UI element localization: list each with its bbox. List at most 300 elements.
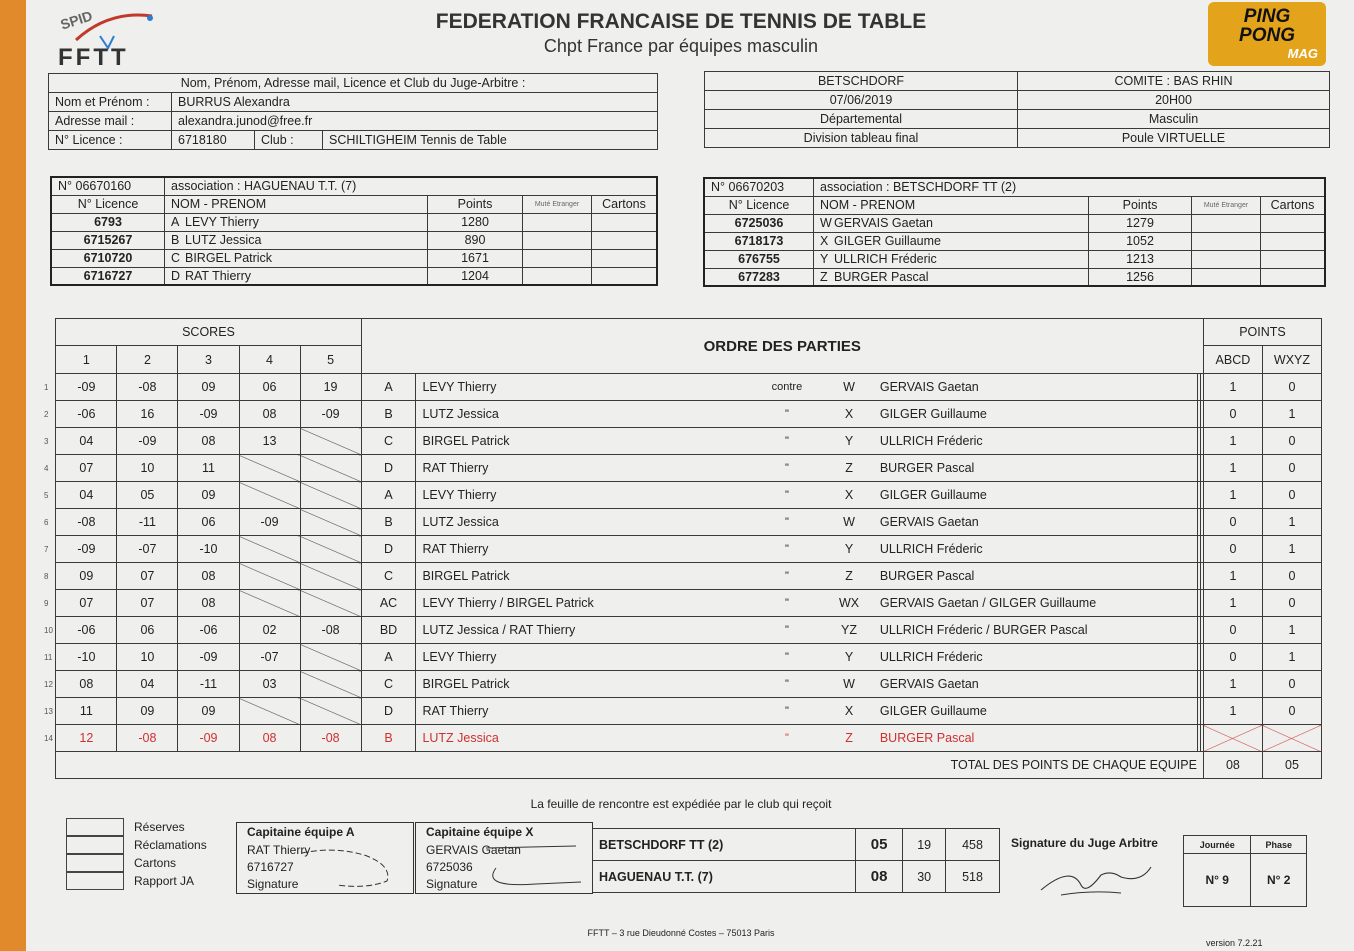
team-a-players: LEVY Thierry [416,482,750,509]
team-b-players: ULLRICH Fréderic / BURGER Pascal [874,617,1197,644]
team-a-player-cards [592,249,658,267]
team-b-player-row [704,250,1325,268]
game-row [42,509,1322,536]
team-a-letters: BD [361,617,416,644]
game-number: 5 [44,490,49,500]
team-a-player-row [51,213,657,231]
game-row [42,644,1322,671]
game-point-a: 1 [1203,374,1262,401]
team-b-col-licence: N° Licence [704,196,814,214]
team-b-player-licence: 6718173 [704,232,814,250]
team-a-player-mute [523,213,592,231]
set-score: 09 [178,374,239,401]
game-number: 14 [44,733,53,743]
team-a-col-licence: N° Licence [51,195,165,213]
set-score: -08 [300,725,361,752]
team-b-player-points: 1256 [1089,268,1192,286]
set-score: 09 [117,698,178,725]
referee-licence-label: N° Licence : [49,131,172,150]
team-a-letters: D [361,698,416,725]
logo-text-mag: MAG [1287,46,1318,61]
game-point-a: 0 [1203,401,1262,428]
set-score: -08 [56,509,117,536]
team-b-player-name-cell [814,250,1089,268]
set-score: -09 [117,428,178,455]
game-row [42,617,1322,644]
team-a-association: association : HAGUENAU T.T. (7) [165,177,658,195]
team-a-player-licence: 6715267 [51,231,165,249]
set-score: -08 [117,374,178,401]
total-team-b: 05 [1262,752,1321,779]
team-a-players: LUTZ Jessica [416,401,750,428]
team-a-player-name: BIRGEL Patrick [185,251,273,265]
game-number: 2 [44,409,49,419]
captain-x-box [415,822,593,894]
logo-text-ping: PING [1243,6,1291,27]
team-b-player-cards [1261,214,1326,232]
team-b-players: ULLRICH Fréderic [874,428,1197,455]
referee-mail: alexandra.junod@free.fr [172,112,658,131]
game-point-a: 0 [1203,644,1262,671]
captain-a-label: Capitaine équipe A [247,825,355,839]
team-a-player-points: 1204 [428,267,523,285]
check-row [66,854,207,872]
set-score [300,698,361,725]
team-b-letters: X [824,698,874,725]
page-title: FEDERATION FRANCAISE DE TENNIS DE TABLE [435,10,927,33]
team-a-player-licence: 6710720 [51,249,165,267]
set-score [300,671,361,698]
points-header: POINTS [1203,319,1321,346]
team-a-players: LEVY Thierry [416,374,750,401]
captain-x-signature-label: Signature [426,877,478,891]
team-a-players: LUTZ Jessica [416,509,750,536]
team-a-player-points: 1280 [428,213,523,231]
game-point-a: 0 [1203,536,1262,563]
team-a-player-name: LEVY Thierry [185,215,259,229]
set-score: 08 [178,428,239,455]
order-header: ORDRE DES PARTIES [361,319,1203,374]
team-a-player-letter: C [171,251,181,265]
team-b-player-row [704,232,1325,250]
match-gender: Masculin [1018,110,1330,129]
team-b-letters: X [824,482,874,509]
referee-heading: Nom, Prénom, Adresse mail, Licence et Club du Juge-Arbitre : [49,74,658,93]
captain-x-label: Capitaine équipe X [426,825,534,839]
team-b-players: BURGER Pascal [874,725,1197,752]
team-b-players: BURGER Pascal [874,455,1197,482]
team-a-letters: B [361,401,416,428]
result-points: 518 [946,861,1000,893]
set-score: -07 [239,644,300,671]
team-b-players: GERVAIS Gaetan / GILGER Guillaume [874,590,1197,617]
versus-label: " [750,401,825,428]
set-score: -06 [56,401,117,428]
game-point-b: 0 [1262,482,1321,509]
set-score: 19 [300,374,361,401]
game-point-a: 1 [1203,698,1262,725]
team-b-player-name: ULLRICH Fréderic [834,252,937,266]
team-a-player-name-cell [165,267,428,285]
team-b-players: ULLRICH Fréderic [874,644,1197,671]
game-number: 6 [44,517,49,527]
set-score [300,428,361,455]
team-a-player-points: 1671 [428,249,523,267]
team-b-col-mute: Muté Etranger [1192,196,1261,214]
phase-label: Phase [1251,836,1307,854]
team-a-letters: B [361,725,416,752]
game-point-b: 1 [1262,644,1321,671]
set-score: 12 [56,725,117,752]
set-score [300,590,361,617]
team-a-players: RAT Thierry [416,536,750,563]
team-b-players: GILGER Guillaume [874,698,1197,725]
score-sheet [26,0,1354,951]
spid-text: SPID [58,7,95,33]
fftt-logo [54,6,164,71]
match-info-table [704,71,1330,148]
team-a-player-name-cell [165,231,428,249]
set-score: 06 [178,509,239,536]
team-a-letters: A [361,482,416,509]
match-time: 20H00 [1018,91,1330,110]
game-row [42,698,1322,725]
set-score: -09 [178,725,239,752]
team-b-letters: W [824,509,874,536]
team-b-player-licence: 676755 [704,250,814,268]
set-score [300,536,361,563]
match-place: BETSCHDORF [705,72,1018,91]
referee-signature-label: Signature du Juge Arbitre [1011,836,1158,850]
set-score: -10 [56,644,117,671]
referee-mail-label: Adresse mail : [49,112,172,131]
set-score [300,509,361,536]
team-b-association: association : BETSCHDORF TT (2) [814,178,1326,196]
game-number: 12 [44,679,53,689]
set-score: 06 [239,374,300,401]
result-sets: 19 [903,829,946,861]
team-b-player-letter: Y [820,252,829,266]
team-b-player-name: GERVAIS Gaetan [834,216,933,230]
game-point-b: 0 [1262,563,1321,590]
match-date: 07/06/2019 [705,91,1018,110]
game-number: 10 [44,625,53,635]
phase-value: N° 2 [1251,854,1307,907]
team-a-player-row [51,249,657,267]
team-a-player-mute [523,231,592,249]
game-row [42,401,1322,428]
check-label: Réclamations [134,838,207,852]
team-b-player-letter: W [820,216,832,230]
team-b-players: GERVAIS Gaetan [874,374,1197,401]
game-point-a: 1 [1203,671,1262,698]
checkbox[interactable] [66,836,124,854]
team-b-letters: Y [824,644,874,671]
team-a-player-licence: 6793 [51,213,165,231]
game-point-b: 0 [1262,455,1321,482]
team-a-player-licence: 6716727 [51,267,165,285]
captain-a-signature [297,841,407,891]
reserves-list [66,818,207,890]
set-score [300,563,361,590]
team-b-players: GERVAIS Gaetan [874,509,1197,536]
set-score [239,482,300,509]
set-score [239,563,300,590]
game-point-a: 1 [1203,428,1262,455]
game-point-a [1203,725,1262,752]
referee-signature [1031,855,1161,900]
referee-club-label: Club : [255,131,323,150]
game-point-b: 1 [1262,536,1321,563]
game-row [42,671,1322,698]
team-b-letters: Y [824,536,874,563]
set-score: -09 [178,401,239,428]
set-score: 04 [117,671,178,698]
match-division: Division tableau final [705,129,1018,148]
set-score: -09 [239,509,300,536]
set-score: -08 [117,725,178,752]
set-score: 13 [239,428,300,455]
checkbox[interactable] [66,854,124,872]
games-table [42,318,1322,779]
team-b-col-cards: Cartons [1261,196,1326,214]
check-label: Cartons [134,856,177,870]
journee-label: Journée [1184,836,1251,854]
referee-licence: 6718180 [172,131,255,150]
set-score [239,590,300,617]
versus-label: " [750,644,825,671]
game-point-b: 1 [1262,509,1321,536]
team-b-letters: W [824,374,874,401]
versus-label: " [750,725,825,752]
game-point-b: 0 [1262,671,1321,698]
check-row [66,836,207,854]
set-header: 1 [56,346,117,374]
team-b-players: GILGER Guillaume [874,401,1197,428]
team-b-letters: YZ [824,617,874,644]
match-level: Départemental [705,110,1018,129]
team-a-col-mute: Muté Etranger [523,195,592,213]
set-score: -10 [178,536,239,563]
game-row [42,482,1322,509]
team-b-letters: W [824,671,874,698]
team-a-player-cards [592,231,658,249]
game-point-b: 1 [1262,617,1321,644]
team-b-letters: Z [824,725,874,752]
game-row [42,725,1322,752]
versus-label: " [750,455,825,482]
team-b-letters: X [824,401,874,428]
team-b-number: N° 06670203 [704,178,814,196]
team-a-players: BIRGEL Patrick [416,428,750,455]
game-row [42,536,1322,563]
versus-label: contre [750,374,825,401]
set-score: 08 [178,563,239,590]
team-a-col-name: NOM - PRENOM [165,195,428,213]
game-point-b: 0 [1262,374,1321,401]
game-number: 1 [44,382,49,392]
result-team: HAGUENAU T.T. (7) [593,861,856,893]
set-score: -09 [56,374,117,401]
checkbox[interactable] [66,872,124,890]
set-score [300,482,361,509]
points-a-header: ABCD [1203,346,1262,374]
team-a-players: LEVY Thierry / BIRGEL Patrick [416,590,750,617]
match-poule: Poule VIRTUELLE [1018,129,1330,148]
set-score: 08 [178,590,239,617]
versus-label: " [750,509,825,536]
referee-table [48,73,658,150]
fftt-address: FFTT – 3 rue Dieudonné Costes – 75013 Paris [587,928,775,938]
team-b-player-points: 1213 [1089,250,1192,268]
game-point-b: 0 [1262,428,1321,455]
journee-phase-table [1183,835,1307,907]
captain-x-signature [476,838,586,890]
team-b-players: GERVAIS Gaetan [874,671,1197,698]
team-b-col-name: NOM - PRENOM [814,196,1089,214]
team-a-letters: AC [361,590,416,617]
game-number: 8 [44,571,49,581]
team-b-player-cards [1261,268,1326,286]
referee-name: BURRUS Alexandra [172,93,658,112]
team-b-player-name-cell [814,232,1089,250]
team-b-col-points: Points [1089,196,1192,214]
team-a-player-cards [592,267,658,285]
team-a-player-name-cell [165,213,428,231]
versus-label: " [750,536,825,563]
set-score [239,698,300,725]
set-score [300,455,361,482]
game-number: 3 [44,436,49,446]
team-a-player-letter: D [171,268,181,283]
captain-a-box [236,822,414,894]
team-a-letters: C [361,671,416,698]
total-team-a: 08 [1203,752,1262,779]
set-score: 04 [56,428,117,455]
team-b-player-row [704,268,1325,286]
team-b-player-points: 1052 [1089,232,1192,250]
game-number: 11 [44,652,53,662]
team-a-player-cards [592,213,658,231]
set-score: 07 [56,455,117,482]
journee-value: N° 9 [1184,854,1251,907]
game-point-b: 1 [1262,401,1321,428]
check-row [66,818,207,836]
result-score: 05 [856,829,903,861]
set-header: 2 [117,346,178,374]
game-row [42,428,1322,455]
set-score: -09 [300,401,361,428]
set-score [300,644,361,671]
versus-label: " [750,590,825,617]
set-score: 09 [56,563,117,590]
team-b-players: GILGER Guillaume [874,482,1197,509]
fftt-text: FFTT [58,44,129,71]
team-a-letters: C [361,563,416,590]
game-point-a: 1 [1203,590,1262,617]
result-sets: 30 [903,861,946,893]
scores-header: SCORES [56,319,361,346]
ping-pong-mag-logo [1208,2,1326,66]
set-score: 02 [239,617,300,644]
team-b-letters: WX [824,590,874,617]
result-score: 08 [856,861,903,893]
referee-club: SCHILTIGHEIM Tennis de Table [323,131,658,150]
set-score [239,536,300,563]
set-score: -09 [178,644,239,671]
team-a-players: LUTZ Jessica [416,725,750,752]
set-score: 04 [56,482,117,509]
check-row [66,872,207,890]
result-table [592,828,1000,893]
team-b-players: BURGER Pascal [874,563,1197,590]
team-b-player-name-cell [814,268,1089,286]
checkbox[interactable] [66,818,124,836]
versus-label: " [750,482,825,509]
team-b-player-name: GILGER Guillaume [834,234,941,248]
team-b-table [703,177,1326,287]
set-score: 06 [117,617,178,644]
game-point-a: 1 [1203,482,1262,509]
team-a-letters: A [361,374,416,401]
team-a-player-points: 890 [428,231,523,249]
set-score: 09 [178,698,239,725]
game-number: 4 [44,463,49,473]
set-score: -09 [56,536,117,563]
team-a-letters: A [361,644,416,671]
set-score: 11 [56,698,117,725]
team-b-letters: Z [824,563,874,590]
game-point-b [1262,725,1321,752]
team-b-player-mute [1192,232,1261,250]
set-score: 10 [117,644,178,671]
team-b-player-name: BURGER Pascal [834,269,929,284]
captain-a-licence: 6716727 [247,860,294,874]
versus-label: " [750,617,825,644]
captain-x-licence: 6725036 [426,860,473,874]
logo-text-pong: PONG [1239,25,1295,46]
team-b-player-name-cell [814,214,1089,232]
set-score: -06 [56,617,117,644]
team-a-player-name: LUTZ Jessica [185,233,262,247]
versus-label: " [750,698,825,725]
set-score: 07 [117,563,178,590]
set-header: 4 [239,346,300,374]
set-score: -07 [117,536,178,563]
team-a-letters: C [361,428,416,455]
match-comite: COMITE : BAS RHIN [1018,72,1330,91]
team-a-players: RAT Thierry [416,455,750,482]
team-a-player-name-cell [165,249,428,267]
set-score: 16 [117,401,178,428]
result-row [593,861,1000,893]
team-b-player-mute [1192,250,1261,268]
team-a-table [50,176,658,286]
team-a-player-mute [523,249,592,267]
team-a-col-points: Points [428,195,523,213]
team-b-letters: Z [824,455,874,482]
team-a-letters: B [361,509,416,536]
game-row [42,590,1322,617]
sheet-notice: La feuille de rencontre est expédiée par le club qui reçoit [530,797,832,811]
result-row [593,829,1000,861]
team-b-player-cards [1261,232,1326,250]
check-label: Réserves [134,820,185,834]
team-b-player-licence: 6725036 [704,214,814,232]
result-team: BETSCHDORF TT (2) [593,829,856,861]
referee-name-label: Nom et Prénom : [49,93,172,112]
team-a-player-name: RAT Thierry [185,268,251,283]
